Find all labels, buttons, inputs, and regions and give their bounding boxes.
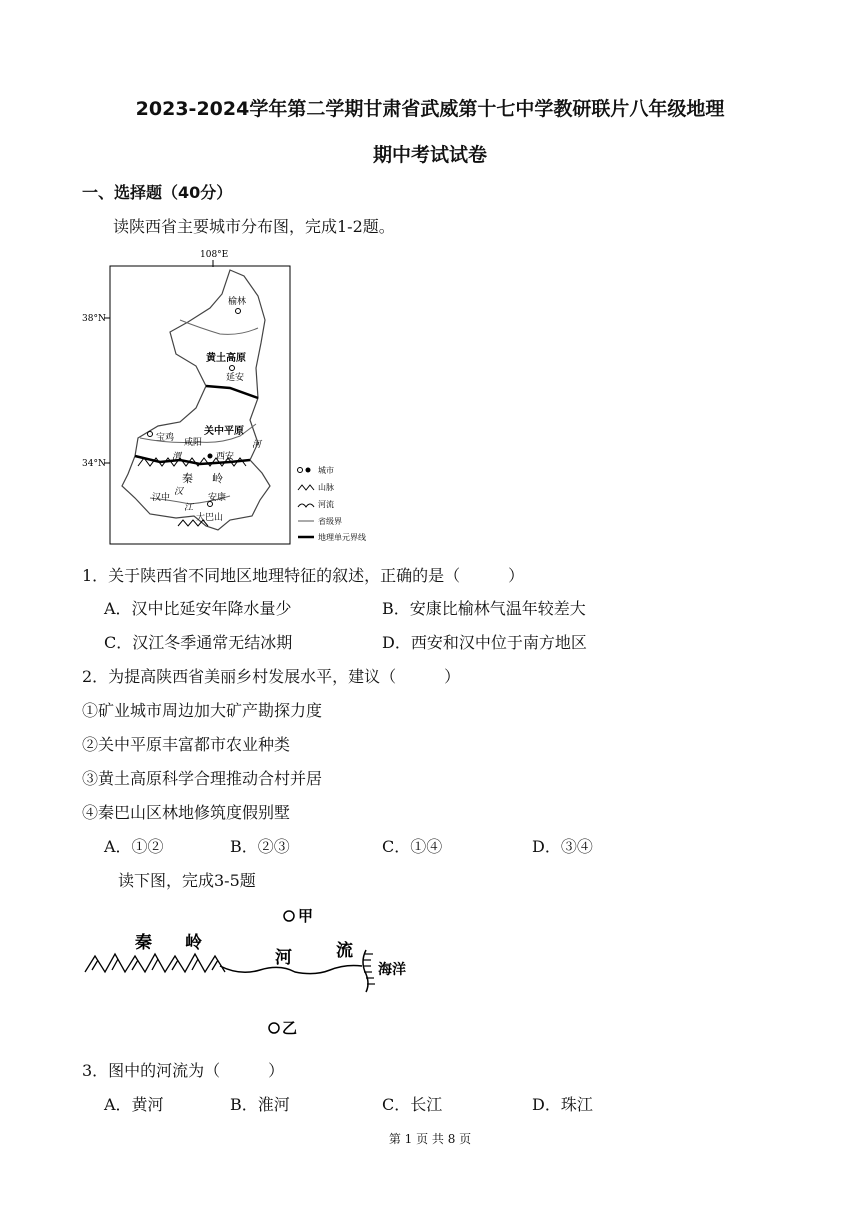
q1-option-b: B．安康比榆林气温年较差大 bbox=[382, 599, 586, 618]
label-baoji: 宝鸡 bbox=[156, 433, 175, 443]
point-yi-marker bbox=[269, 1023, 279, 1033]
label-qin: 秦 bbox=[135, 933, 152, 953]
label-yanan: 延安 bbox=[226, 373, 245, 383]
legend-city: 城市 bbox=[318, 466, 334, 475]
intro-q1-2: 读陕西省主要城市分布图，完成1-2题。 bbox=[113, 217, 395, 236]
label-han: 汉 bbox=[174, 487, 184, 497]
q3-option-a: A．黄河 bbox=[104, 1095, 164, 1114]
legend-mountain: 山脉 bbox=[318, 483, 334, 492]
label-wei: 渭 bbox=[172, 452, 182, 462]
question-2-stem: 2．为提高陕西省美丽乡村发展水平，建议（ ） bbox=[82, 667, 461, 686]
label-loess-plateau: 黄土高原 bbox=[206, 353, 246, 364]
qinling-river-sketch bbox=[80, 900, 440, 1040]
coastline bbox=[363, 950, 368, 992]
label-jiang: 江 bbox=[184, 503, 194, 513]
label-jia: 甲 bbox=[298, 907, 314, 925]
label-guanzhong-plain: 关中平原 bbox=[204, 426, 244, 437]
label-ling: 岭 bbox=[212, 472, 223, 485]
q2-item-1: ①矿业城市周边加大矿产勘探力度 bbox=[82, 701, 323, 720]
q1-option-d: D．西安和汉中位于南方地区 bbox=[382, 633, 587, 652]
label-yulin: 榆林 bbox=[228, 297, 247, 307]
q2-option-b: B．②③ bbox=[230, 837, 290, 856]
city-xian-marker bbox=[208, 454, 213, 459]
label-liu: 流 bbox=[336, 941, 353, 961]
lat-34-label: 34°N bbox=[82, 459, 106, 469]
label-qin: 秦 bbox=[182, 472, 193, 485]
intro-q3-5: 读下图，完成3-5题 bbox=[118, 871, 256, 890]
lat-38-label: 38°N bbox=[82, 314, 106, 324]
page-footer: 第 1 页 共 8 页 bbox=[388, 1132, 472, 1146]
q2-option-d: D．③④ bbox=[532, 837, 593, 856]
label-he: 河 bbox=[252, 440, 262, 450]
point-jia-marker bbox=[284, 911, 294, 921]
legend-unit-line: 地理单元界线 bbox=[318, 533, 366, 542]
label-hanzhong: 汉中 bbox=[152, 493, 171, 503]
q2-item-3: ③黄土高原科学合理推动合村并居 bbox=[82, 769, 323, 788]
longitude-label: 108°E bbox=[200, 250, 229, 260]
label-xianyang: 咸阳 bbox=[184, 438, 203, 448]
page-title-line2: 期中考试试卷 bbox=[372, 144, 488, 166]
page-title-line1: 2023-2024学年第二学期甘肃省武威第十七中学教研联片八年级地理 bbox=[135, 98, 725, 120]
label-ankang: 安康 bbox=[208, 493, 227, 503]
legend-border: 省级界 bbox=[318, 517, 342, 526]
qinling-mountain-ridges bbox=[85, 954, 225, 972]
label-ocean: 海洋 bbox=[378, 962, 406, 978]
q2-item-4: ④秦巴山区林地修筑度假别墅 bbox=[82, 803, 291, 822]
label-ling: 岭 bbox=[185, 933, 202, 953]
legend-river: 河流 bbox=[318, 500, 334, 509]
q3-option-b: B．淮河 bbox=[230, 1095, 290, 1114]
q2-item-2: ②关中平原丰富都市农业种类 bbox=[82, 735, 291, 754]
map-legend bbox=[298, 465, 367, 542]
question-3-stem: 3．图中的河流为（ ） bbox=[82, 1061, 285, 1080]
shaanxi-map bbox=[80, 248, 400, 548]
q2-option-a: A．①② bbox=[104, 837, 164, 856]
province-outline bbox=[122, 270, 270, 530]
q2-option-c: C．①④ bbox=[382, 837, 443, 856]
q1-option-a: A．汉中比延安年降水量少 bbox=[104, 599, 292, 618]
q3-option-d: D．珠江 bbox=[532, 1095, 593, 1114]
label-dabashan: 大巴山 bbox=[196, 513, 224, 523]
section-heading: 一、选择题（40分） bbox=[82, 183, 233, 202]
question-1-stem: 1．关于陕西省不同地区地理特征的叙述，正确的是（ ） bbox=[82, 566, 525, 585]
q3-option-c: C．长江 bbox=[382, 1095, 443, 1114]
q1-option-c: C．汉江冬季通常无结冰期 bbox=[104, 633, 293, 652]
label-he: 河 bbox=[275, 948, 292, 968]
label-yi: 乙 bbox=[282, 1019, 298, 1037]
label-xian: 西安 bbox=[216, 452, 235, 462]
